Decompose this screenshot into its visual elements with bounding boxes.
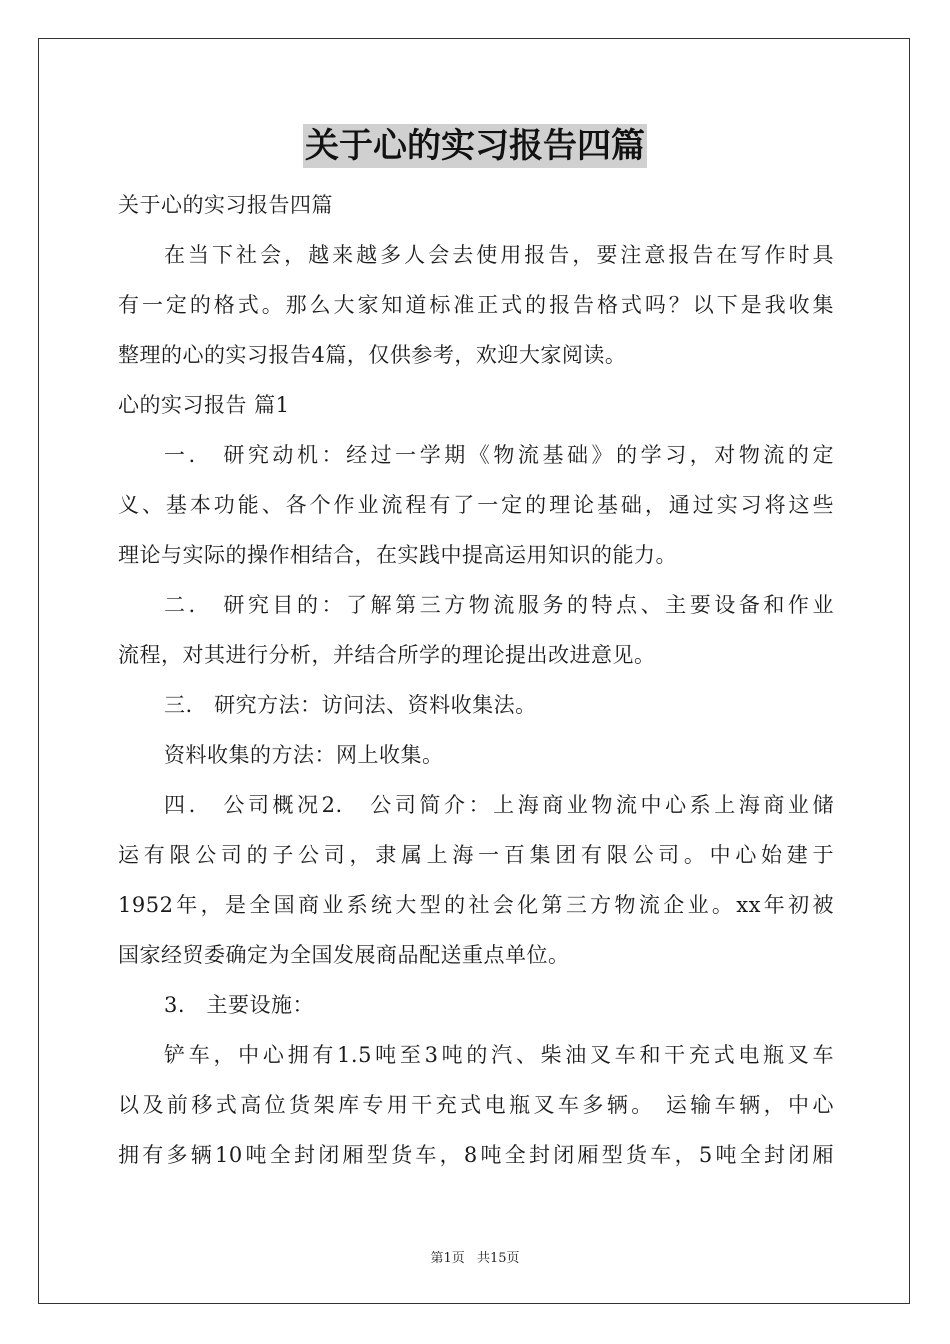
- text-line: 义、基本功能、各个作业流程有了一定的理论基础，通过实习将这些: [118, 493, 834, 517]
- page-footer: [0, 1247, 950, 1266]
- text-line: 关于心的实习报告四篇: [118, 193, 333, 217]
- text-line: 国家经贸委确定为全国发展商品配送重点单位。: [118, 943, 570, 967]
- text-line: 流程，对其进行分析，并结合所学的理论提出改进意见。: [118, 643, 656, 667]
- text-line: 心的实习报告 篇1: [118, 393, 290, 417]
- text-line: 在当下社会，越来越多人会去使用报告，要注意报告在写作时具: [164, 243, 834, 267]
- text-line: 三. 研究方法：访问法、资料收集法。: [164, 693, 537, 717]
- text-line: 整理的心的实习报告4篇，仅供参考，欢迎大家阅读。: [118, 343, 627, 367]
- document-body: [118, 180, 834, 1180]
- text-line: 以及前移式高位货架库专用干充式电瓶叉车多辆。 运输车辆，中心: [118, 1093, 834, 1117]
- text-line: 一. 研究动机：经过一学期《物流基础》的学习，对物流的定: [164, 443, 834, 467]
- document-title: 关于心的实习报告四篇: [305, 126, 645, 166]
- text-line: 3. 主要设施：: [164, 993, 315, 1017]
- text-line: 拥有多辆10吨全封闭厢型货车，8吨全封闭厢型货车，5吨全封闭厢: [118, 1143, 834, 1167]
- title-wrap: [0, 124, 950, 168]
- text-line: 运有限公司的子公司，隶属上海一百集团有限公司。中心始建于: [118, 843, 834, 867]
- page-total: 共15页: [476, 1251, 520, 1266]
- text-line: 资料收集的方法：网上收集。: [164, 743, 444, 767]
- text-line: 1952年，是全国商业系统大型的社会化第三方物流企业。xx年初被: [118, 893, 834, 917]
- text-line: 铲车，中心拥有1.5吨至3吨的汽、柴油叉车和干充式电瓶叉车: [164, 1043, 834, 1067]
- page-number: 第1页: [430, 1251, 465, 1266]
- text-line: 理论与实际的操作相结合，在实践中提高运用知识的能力。: [118, 543, 677, 567]
- text-line: 四. 公司概况2. 公司简介：上海商业物流中心系上海商业储: [164, 793, 834, 817]
- text-line: 有一定的格式。那么大家知道标准正式的报告格式吗？以下是我收集: [118, 293, 834, 317]
- text-line: 二. 研究目的：了解第三方物流服务的特点、主要设备和作业: [164, 593, 834, 617]
